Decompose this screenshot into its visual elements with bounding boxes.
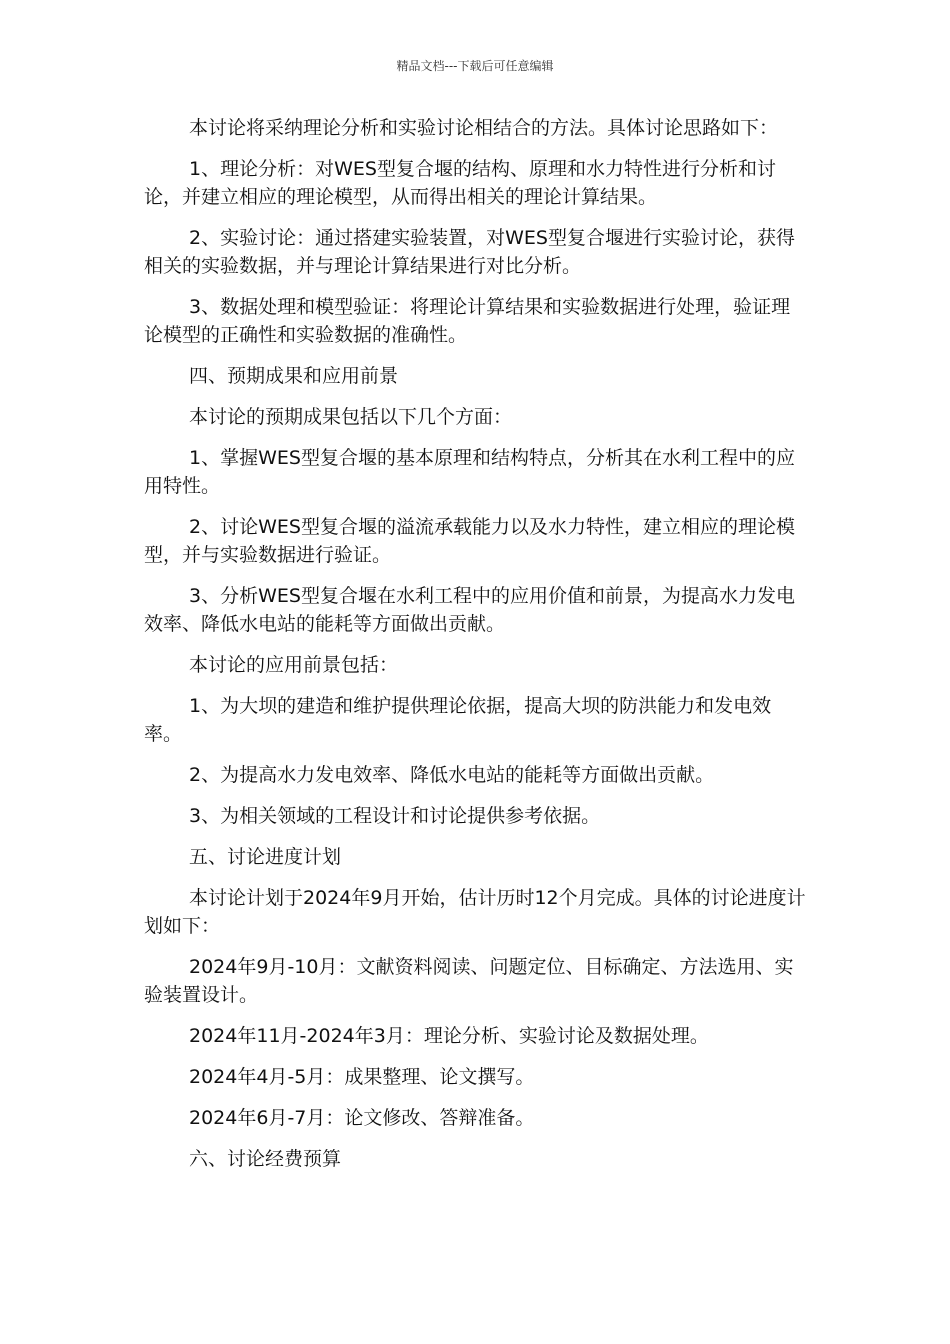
section-heading-budget: 六、讨论经费预算 xyxy=(189,1148,342,1170)
paragraph-data-processing: 3、数据处理和模型验证：将理论计算结果和实验数据进行处理，验证理论模型的正确性和实验数据的准确性。 xyxy=(144,296,791,346)
paragraph-schedule-intro: 本讨论计划于2024年9月开始，估计历时12个月完成。具体的讨论进度计划如下： xyxy=(144,887,806,937)
section-heading-expected-results: 四、预期成果和应用前景 xyxy=(189,365,399,387)
paragraph-expected-3: 3、分析WES型复合堰在水利工程中的应用价值和前景，为提高水力发电效率、降低水电站的能耗等方面做出贡献。 xyxy=(144,585,795,635)
document-body xyxy=(144,114,809,1186)
paragraph-experiment: 2、实验讨论：通过搭建实验装置，对WES型复合堰进行实验讨论，获得相关的实验数据，并与理论计算结果进行对比分析。 xyxy=(144,227,795,277)
paragraph-schedule-4: 2024年6月-7月：论文修改、答辩准备。 xyxy=(189,1107,535,1129)
paragraph-expected-2: 2、讨论WES型复合堰的溢流承载能力以及水力特性，建立相应的理论模型，并与实验数据进行验证。 xyxy=(144,516,795,566)
paragraph-application-2: 2、为提高水力发电效率、降低水电站的能耗等方面做出贡献。 xyxy=(189,764,715,786)
paragraph-application-1: 1、为大坝的建造和维护提供理论依据，提高大坝的防洪能力和发电效率。 xyxy=(144,695,772,745)
paragraph-method-intro: 本讨论将采纳理论分析和实验讨论相结合的方法。具体讨论思路如下： xyxy=(189,117,779,139)
paragraph-schedule-2: 2024年11月-2024年3月：理论分析、实验讨论及数据处理。 xyxy=(189,1025,709,1047)
paragraph-expected-intro: 本讨论的预期成果包括以下几个方面： xyxy=(189,406,513,428)
paragraph-application-intro: 本讨论的应用前景包括： xyxy=(189,654,399,676)
section-heading-schedule: 五、讨论进度计划 xyxy=(189,846,342,868)
page-header: 精品文档---下载后可任意编辑 xyxy=(396,59,554,73)
paragraph-expected-1: 1、掌握WES型复合堰的基本原理和结构特点，分析其在水利工程中的应用特性。 xyxy=(144,447,795,497)
paragraph-theory-analysis: 1、理论分析：对WES型复合堰的结构、原理和水力特性进行分析和讨论，并建立相应的理论模型，从而得出相关的理论计算结果。 xyxy=(144,158,776,208)
paragraph-schedule-1: 2024年9月-10月：文献资料阅读、问题定位、目标确定、方法选用、实验装置设计。 xyxy=(144,956,794,1006)
paragraph-schedule-3: 2024年4月-5月：成果整理、论文撰写。 xyxy=(189,1066,535,1088)
paragraph-application-3: 3、为相关领域的工程设计和讨论提供参考依据。 xyxy=(189,805,601,827)
